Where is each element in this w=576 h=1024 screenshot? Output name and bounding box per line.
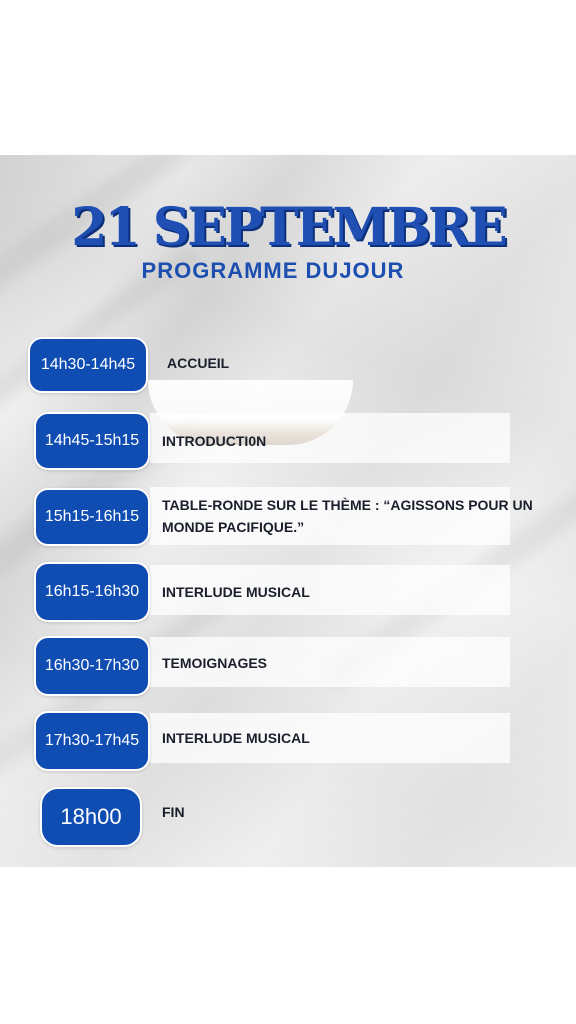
schedule-label: TEMOIGNAGES <box>162 655 268 671</box>
time-pill: 15h15-16h15 <box>34 488 150 546</box>
program-poster <box>0 155 576 867</box>
time-pill: 18h00 <box>40 787 142 847</box>
schedule-label: ACCUEIL <box>167 355 230 371</box>
time-pill: 14h45-15h15 <box>34 412 150 470</box>
time-pill: 16h15-16h30 <box>34 562 150 622</box>
schedule-label: FIN <box>162 804 185 820</box>
schedule-label: INTRODUCTI0N <box>162 433 267 449</box>
schedule-label: INTERLUDE MUSICAL <box>162 730 310 746</box>
time-pill: 14h30-14h45 <box>28 337 148 393</box>
schedule-label: INTERLUDE MUSICAL <box>162 584 310 600</box>
schedule-label: TABLE-RONDE SUR LE THÈME : “AGISSONS POUR UN MONDE PACIFIQUE.” <box>162 497 533 535</box>
time-pill: 17h30-17h45 <box>34 711 150 771</box>
page-title: 21 SEPTEMBRE <box>71 197 505 258</box>
time-pill: 16h30-17h30 <box>34 636 150 696</box>
page-subtitle: PROGRAMME DUJOUR <box>141 258 405 283</box>
